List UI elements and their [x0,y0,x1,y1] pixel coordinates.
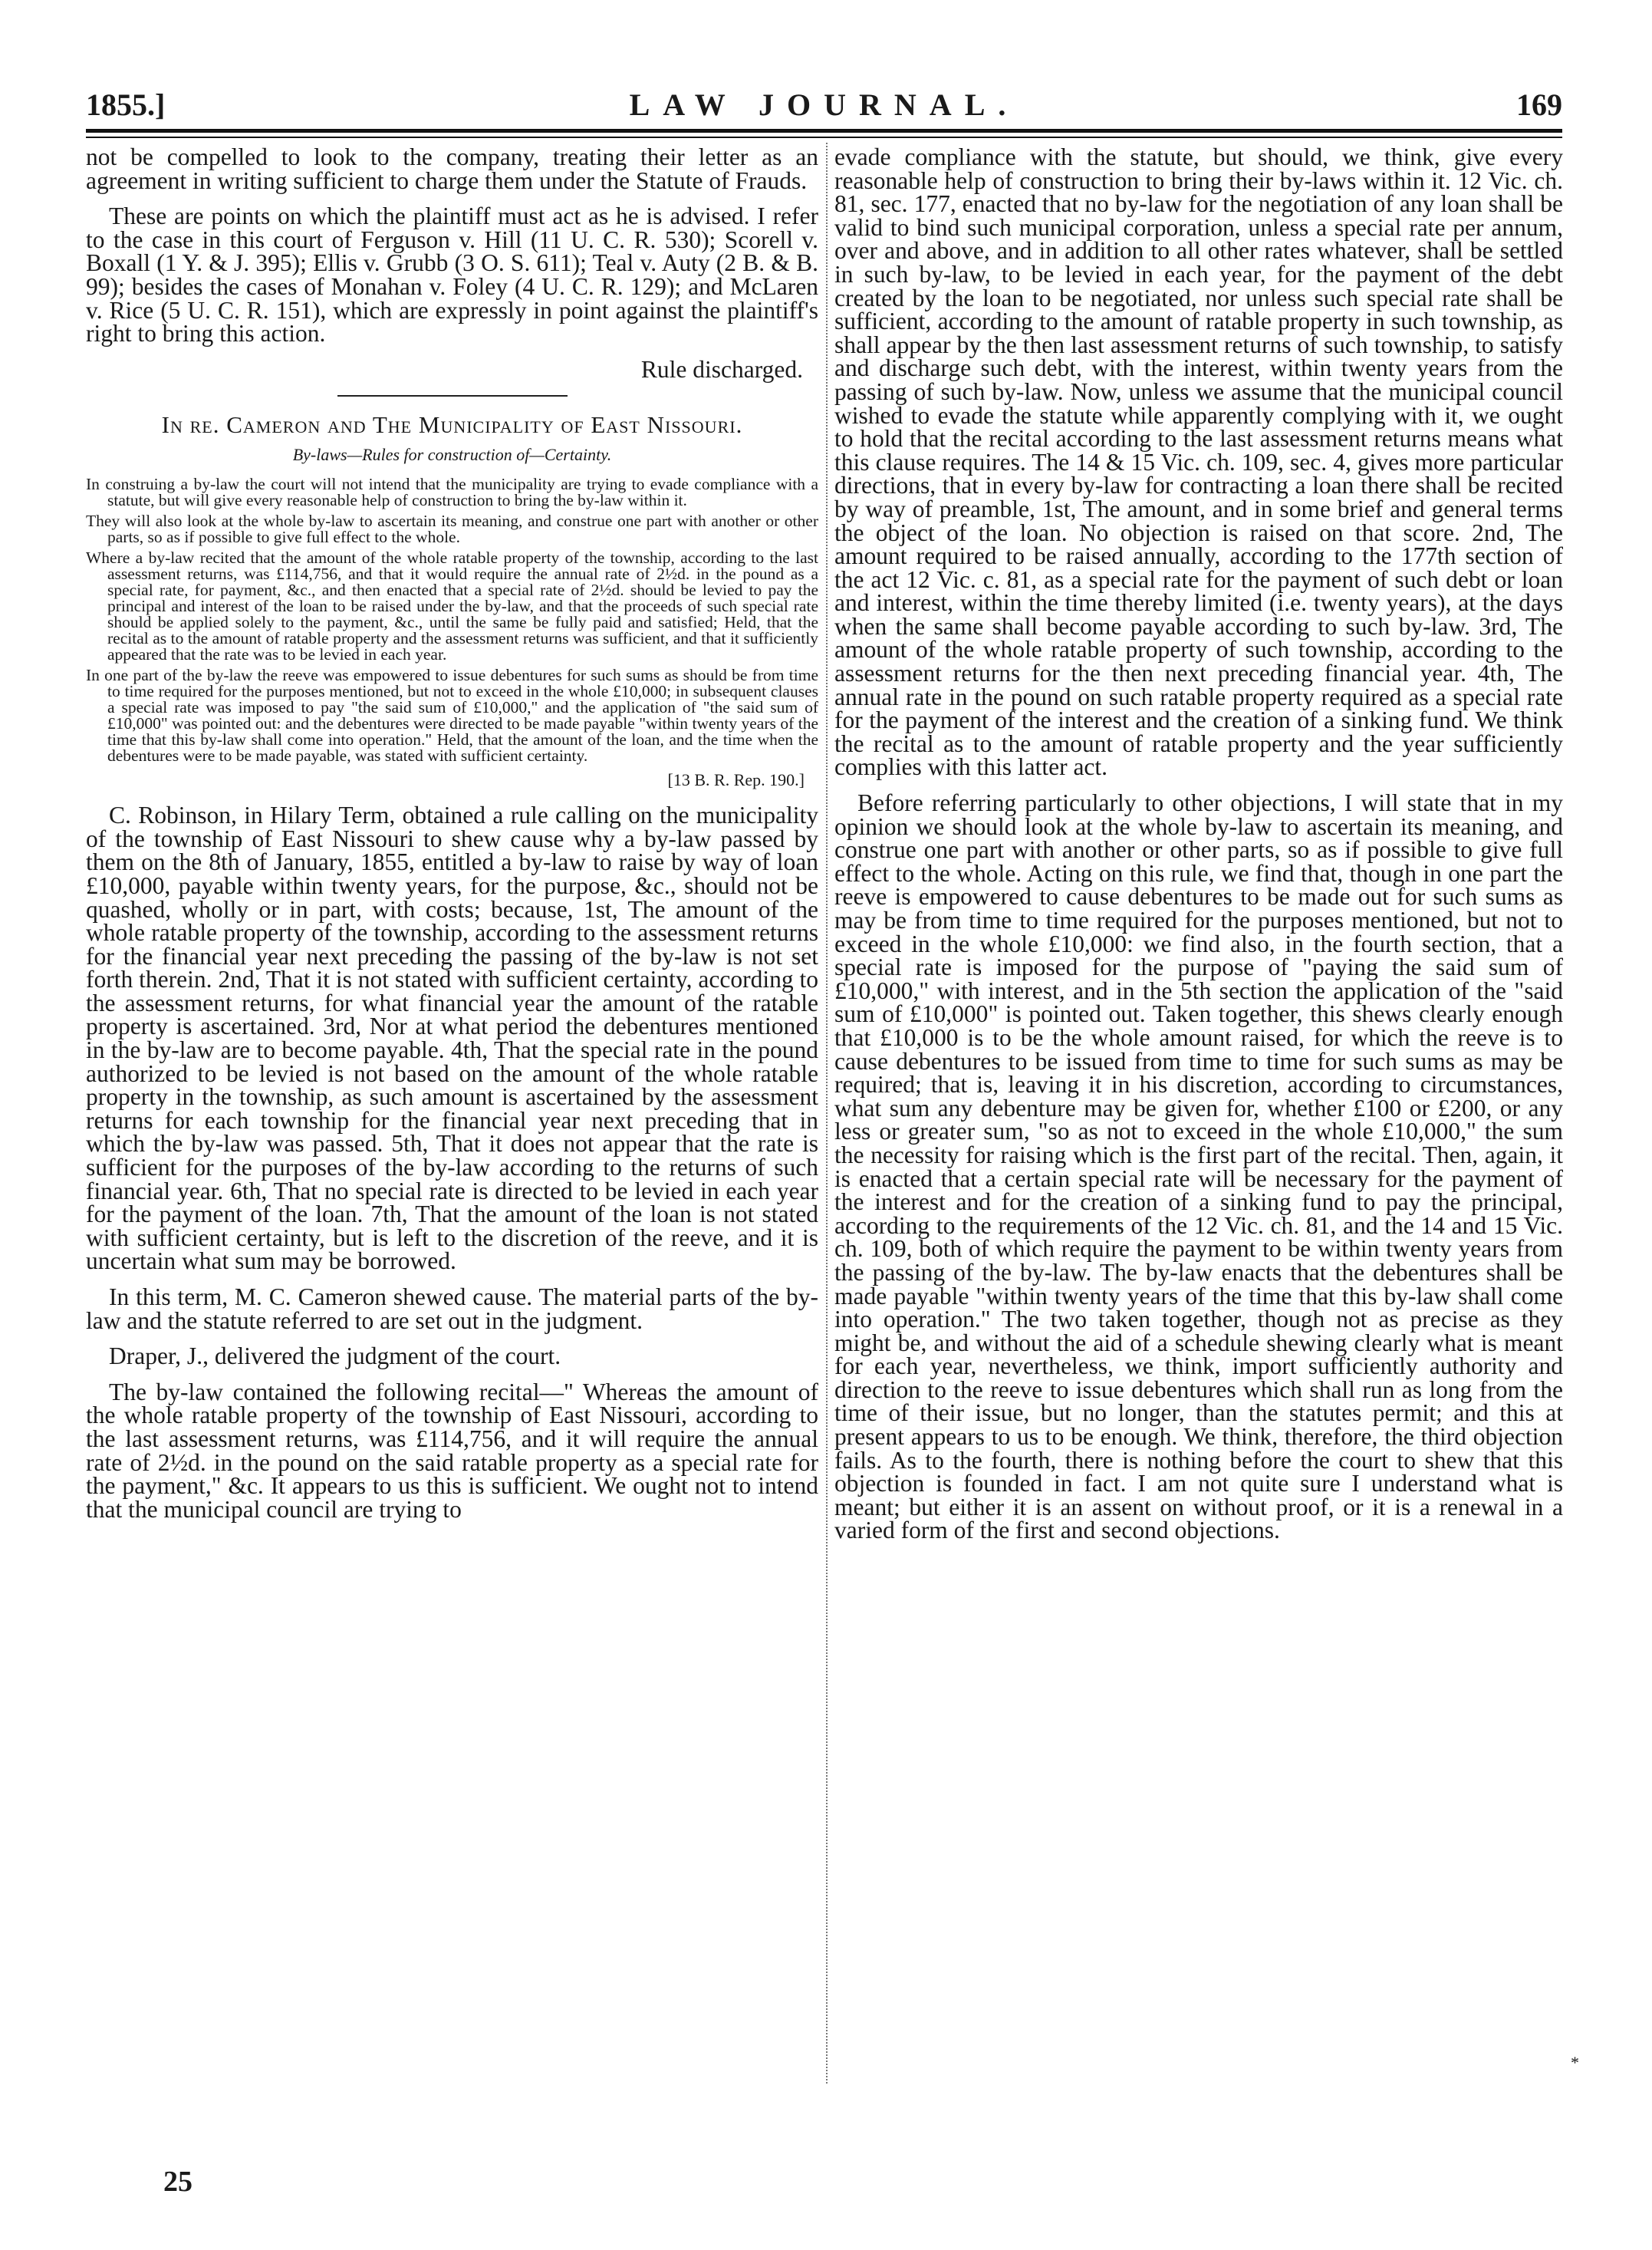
right-paragraph-1: evade compliance with the statute, but should, we think, give every reasonable help of construction to bring their by-laws within it. 12 Vic. ch. 81, sec. 177, enacted that no by-law for the negotiation of any loan shall be valid to bind such municipal corporation, unless a special rate per annum, over and above, and in addition to all other rates whatever, shall be settled in such by-law, to be levied in each year, for the payment of the debt created by the loan to be negotiated, nor unless such special rate shall be sufficient, according to the amount of ratable property in such township, as shall appear by the then last assessment returns of such township, to satisfy and discharge such debt, with the interest, within twenty years from the passing of such by-law. Now, unless we assume that the municipal council wished to evade the statute while apparently complying with it, we ought to hold that the recital according to the last assessment returns means what this clause requires. The 14 & 15 Vic. ch. 109, sec. 4, gives more particular directions, that in every by-law for contracting a loan there shall be recited by way of preamble, 1st, The amount, and in some brief and general terms the object of the loan. No objection is raised on that score. 2nd, The amount required to be raised annually, according to the 177th section of the act 12 Vic. c. 81, as a special rate for the payment of such debt or loan and interest, within the time thereby limited (i.e. twenty years), at the days when the same shall become payable according to such by-law. 3rd, The amount of the whole ratable property of such township, according to the assessment returns for the then next preceding financial year. 4th, The annual rate in the pound on such ratable property required as a special rate for the payment of the interest and the creation of a sinking fund. We think the recital as to the amount of ratable property and the year sufficiently complies with this latter act. [834,143,1563,781]
headnote: They will also look at the whole by-law to ascertain its meaning, and construe one part with another or other parts, so as if possible to give full effect to the whole. [86,511,818,546]
left-paragraph-1: not be compelled to look to the company, treating their letter as an agreement in writing sufficient to charge them under the Statute of Frauds. [86,143,818,194]
header-rule-thick [86,129,1562,133]
left-column [86,143,818,1533]
headnote: In construing a by-law the court will not intend that the municipality are trying to evade compliance with a statute, but will give every reasonable help of construction to bring the by-law within it. [86,474,818,509]
left-paragraph-5: Draper, J., delivered the judgment of the court. [109,1342,561,1370]
column-divider [826,143,828,2084]
case-separator [337,395,568,397]
headnote: Where a by-law recited that the amount of the whole ratable property of the township, according to the last assessment returns, was £114,756, and that it would require the annual rate of 2½d. in the pound as a special rate, for payment, &c., and then enacted that a special rate of 2½d. should be levied to pay the principal and interest of the loan to be raised under the by-law, and that the proceeds of such special rate should be applied solely to the payment, &c., until the same be fully paid and satisfied; Held, that the recital as to the amount of ratable property and the assessment returns was sufficient, and that it sufficiently appeared that the rate was to be levied in each year. [86,548,818,664]
left-paragraph-6: The by-law contained the following recital—" Whereas the amount of the whole ratable property of the township of East Nissouri, according to the last assessment returns, was £114,756, and it will require the annual rate of 2½d. in the pound on the said ratable property as a special rate for the payment," &c. It appears to us this is sufficient. We ought not to intend that the municipal council are trying to [86,1378,818,1523]
header-date: 1855.] [86,87,166,122]
header-rule-thin [86,137,1562,138]
signature-mark: 25 [163,2166,193,2198]
case-title: In re. Cameron and The Municipality of East Nissouri. [161,411,743,439]
right-paragraph-2: Before referring particularly to other objections, I will state that in my opinion we should look at the whole by-law to ascertain its meaning, and construe one part with another or other parts, so as if possible to give full effect to the whole. Acting on this rule, we find that, though in one part the reeve is empowered to cause debentures to be made out for such sums as may be from time to time required for the purposes mentioned, but not to exceed in the whole £10,000: we find also, in the fourth section, that a special rate is imposed for the purpose of "paying the said sum of £10,000," with interest, and in the 5th section the application of the "said sum of £10,000" is pointed out. Taken together, this shews clearly enough that £10,000 is to be the whole amount raised, for which the reeve is to cause debentures to be issued from time to time for such sums as may be required; that is, leaving it in his discretion, according to circumstances, what sum any debenture may be given for, whether £100 or £200, or any less or greater sum, "so as not to exceed in the whole £10,000," the sum the necessity for raising which is the first part of the recital. Then, again, it is enacted that a certain special rate will be necessary for the payment of the interest and for the creation of a sinking fund to pay the principal, according to the requirements of the 12 Vic. ch. 81, and the 14 and 15 Vic. ch. 109, both of which require the payment to be within twenty years from the passing of the by-law. The by-law enacts that the debentures shall be made payable "within twenty years of the time that this by-law shall come into operation." The two taken together, though not as precise as they might be, and without the aid of a schedule shewing clearly what is meant for each year, nevertheless, we think, import sufficiently authority and direction to the reeve to issue debentures which shall run as long from the time of their issue, but no longer, than the statutes permit; and this at present appears to us to be enough. We think, therefore, the third objection fails. As to the fourth, there is nothing before the court to shew that this objection is founded in fact. I am not quite sure I understand what is meant; but either it is an assent on without proof, or it is a renewal in a varied form of the first and second objections. [834,789,1563,1544]
headnote: In one part of the by-law the reeve was empowered to issue debentures for such sums as should be from time to time required for the purposes mentioned, but not to exceed in the whole £10,000; in subsequent clauses a special rate was imposed to pay "the said sum of £10,000," and the application of "the said sum of £10,000" was pointed out: and the debentures were directed to be made payable "within twenty years of the time that this by-law shall come into operation." Held, that the amount of the loan, and the time when the debentures were to be made payable, was stated with sufficient certainty. [86,665,818,765]
left-paragraph-4: In this term, M. C. Cameron shewed cause. The material parts of the by-law and the statute referred to are set out in the judgment. [86,1283,818,1334]
case-subtitle: By-laws—Rules for construction of—Certainty. [292,444,612,464]
margin-mark: * [1571,2053,1579,2072]
report-citation: [13 B. R. Rep. 190.] [667,769,805,789]
left-paragraph-3: C. Robinson, in Hilary Term, obtained a rule calling on the municipality of the township of East Nissouri to shew cause why a by-law passed by them on the 8th of January, 1855, entitled a by-law to raise by way of loan £10,000, payable within twenty years, for the purpose, &c., should not be quashed, wholly or in part, with costs; because, 1st, The amount of the whole ratable property of the township, according to the assessment returns for the financial year next preceding the passing of the by-law is not set forth therein. 2nd, That it is not stated with sufficient certainty, according to the assessment returns, for what financial year the amount of the ratable property is ascertained. 3rd, Nor at what period the debentures mentioned in the by-law are to become payable. 4th, That the special rate in the pound authorized to be levied is not based on the amount of the whole ratable property in the township, as such amount is ascertained by the assessment returns for each township for the financial year next preceding that in which the by-law was passed. 5th, That it does not appear that the rate is sufficient for the purposes of the by-law according to the returns of such financial year. 6th, That no special rate is directed to be levied in each year for the payment of the loan. 7th, That the amount of the loan is not stated with sufficient certainty, but is left to the discretion of the reeve, and it is uncertain what sum may be borrowed. [86,802,818,1275]
page-header [86,86,1562,133]
page-number: 169 [1516,87,1562,122]
left-paragraph-2: These are points on which the plaintiff must act as he is advised. I refer to the case in this court of Ferguson v. Hill (11 U. C. R. 530); Scorell v. Boxall (1 Y. & J. 395); Ellis v. Grubb (3 O. S. 611); Teal v. Auty (2 B. & B. 99); besides the cases of Monahan v. Foley (4 U. C. R. 129); and McLaren v. Rice (5 U. C. R. 151), which are expressly in point against the plaintiff's right to bring this action. [86,203,818,348]
rule-discharged: Rule discharged. [640,355,803,383]
journal-title: LAW JOURNAL. [629,87,1019,122]
right-column [834,143,1563,1555]
